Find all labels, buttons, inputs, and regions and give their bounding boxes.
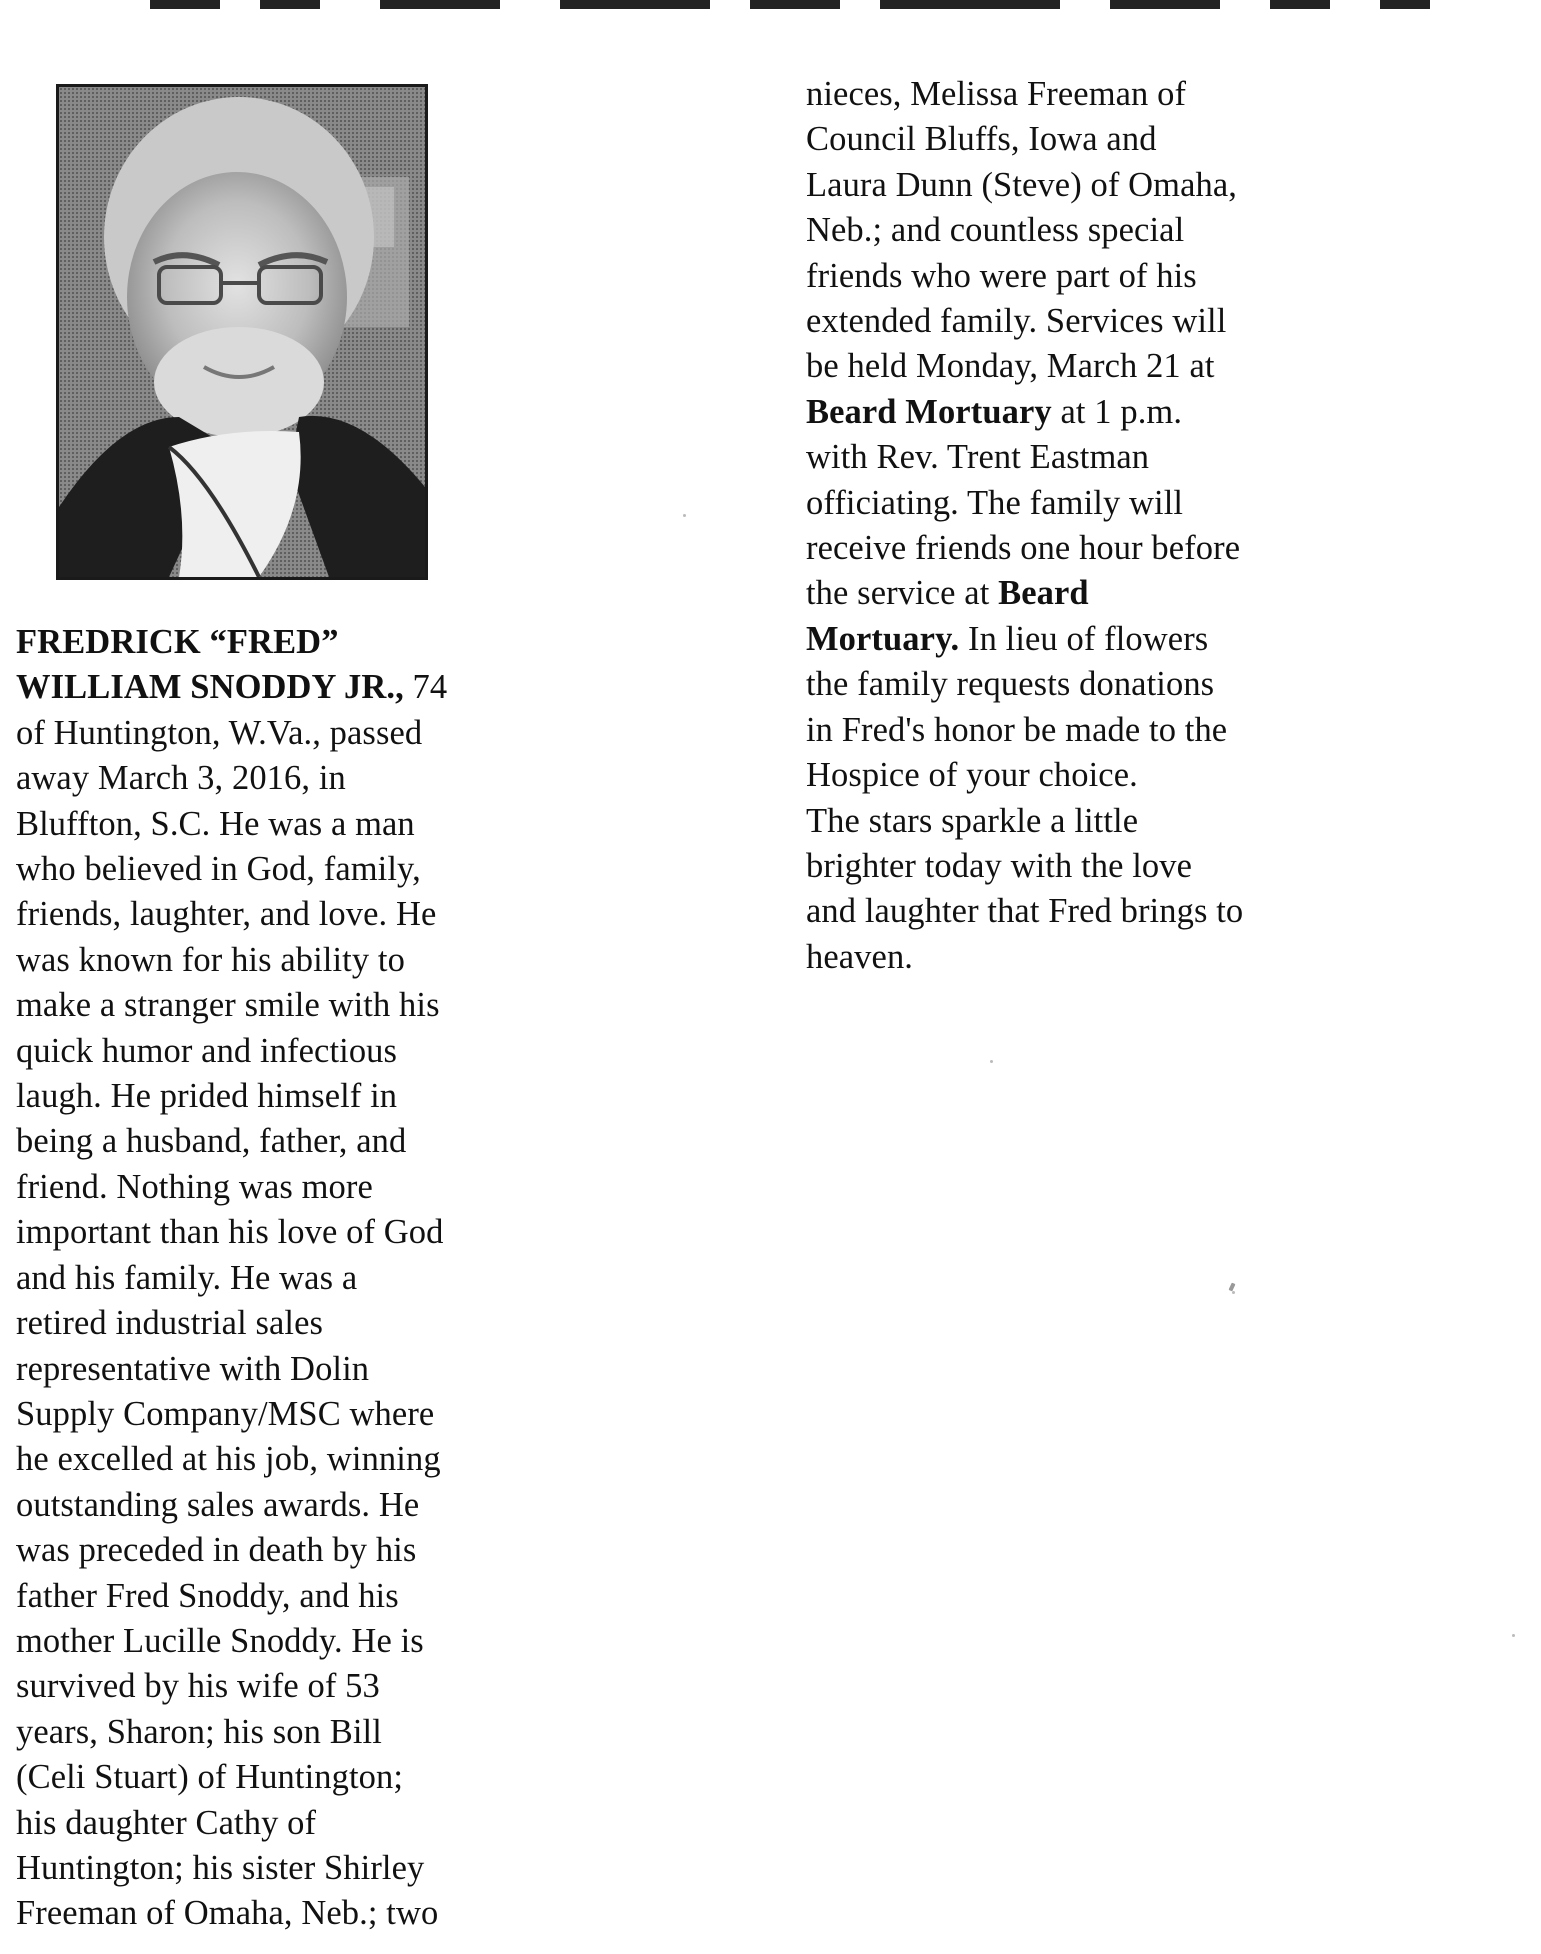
text-line: Neb.; and countless special bbox=[806, 211, 1185, 250]
scan-speck bbox=[1232, 1291, 1235, 1294]
obituary-name-line-1 bbox=[16, 620, 536, 665]
scan-speck bbox=[683, 514, 686, 517]
text-line: quick humor and infectious bbox=[16, 1031, 398, 1070]
text-line: was known for his ability to bbox=[16, 940, 405, 979]
obituary-right-column bbox=[806, 72, 1366, 980]
obituary-name-line-2 bbox=[16, 665, 536, 710]
text-line: friends who were part of his bbox=[806, 256, 1197, 295]
text-line: he excelled at his job, winning bbox=[16, 1440, 441, 1479]
text-line: survived by his wife of 53 bbox=[16, 1667, 380, 1706]
text-line: retired industrial sales bbox=[16, 1304, 324, 1343]
text-line: his daughter Cathy of bbox=[16, 1803, 317, 1842]
scan-speck bbox=[990, 1060, 993, 1063]
text-line: Hospice of your choice. bbox=[806, 756, 1138, 795]
text-line: Freeman of Omaha, Neb.; two bbox=[16, 1894, 439, 1933]
text-line: be held Monday, March 21 at bbox=[806, 347, 1215, 386]
text-line: nieces, Melissa Freeman of bbox=[806, 75, 1187, 113]
text-line: The stars sparkle a little bbox=[806, 801, 1139, 840]
obituary-right-body-a bbox=[806, 72, 1366, 390]
text-line: Council Bluffs, Iowa and bbox=[806, 120, 1157, 159]
text-line: Laura Dunn (Steve) of Omaha, bbox=[806, 165, 1238, 204]
portrait-photo-icon bbox=[59, 87, 425, 577]
text-line: Supply Company/MSC where bbox=[16, 1394, 435, 1433]
text-line: away March 3, 2016, in bbox=[16, 759, 346, 798]
obituary-name-first: FREDRICK “FRED” bbox=[16, 623, 339, 661]
mortuary-name-bold-2a: Beard bbox=[998, 574, 1089, 613]
text-line: extended family. Services will bbox=[806, 302, 1227, 341]
text-line: friend. Nothing was more bbox=[16, 1167, 373, 1206]
obituary-visitation-line bbox=[806, 571, 1366, 616]
text-line: receive friends one hour before bbox=[806, 529, 1241, 568]
text-line: the family requests donations bbox=[806, 665, 1215, 704]
text-line: heaven. bbox=[806, 937, 914, 976]
text-line: in Fred's honor be made to the bbox=[806, 710, 1228, 749]
text-line: mother Lucille Snoddy. He is bbox=[16, 1621, 424, 1660]
text-line: of Huntington, W.Va., passed bbox=[16, 713, 423, 752]
obituary-name-last: WILLIAM SNODDY JR., bbox=[16, 668, 404, 707]
obituary-left-column bbox=[16, 620, 536, 1937]
text-line: was preceded in death by his bbox=[16, 1531, 417, 1570]
text-line: being a husband, father, and bbox=[16, 1122, 407, 1161]
text-line: (Celi Stuart) of Huntington; bbox=[16, 1758, 404, 1797]
text-line: father Fred Snoddy, and his bbox=[16, 1576, 399, 1615]
portrait-photo bbox=[56, 84, 428, 580]
scan-speck bbox=[1228, 1283, 1235, 1292]
text-line: important than his love of God bbox=[16, 1213, 444, 1252]
text-line: officiating. The family will bbox=[806, 483, 1184, 522]
text-line: outstanding sales awards. He bbox=[16, 1485, 420, 1524]
text-line: and his family. He was a bbox=[16, 1258, 358, 1297]
text-line: and laughter that Fred brings to bbox=[806, 892, 1244, 931]
obituary-left-body bbox=[16, 711, 536, 1937]
text-line: who believed in God, family, bbox=[16, 850, 421, 889]
obituary-right-body-b bbox=[806, 435, 1366, 571]
text-line: representative with Dolin bbox=[16, 1349, 370, 1388]
obituary-flowers-line bbox=[806, 617, 1366, 662]
service-time: at 1 p.m. bbox=[1051, 392, 1183, 431]
text-line: Huntington; his sister Shirley bbox=[16, 1848, 425, 1887]
scan-speck bbox=[1512, 1634, 1515, 1637]
mortuary-name-bold: Beard Mortuary bbox=[806, 392, 1052, 431]
text-line: friends, laughter, and love. He bbox=[16, 895, 437, 934]
flowers-text: In lieu of flowers bbox=[959, 619, 1209, 658]
visitation-text: the service at bbox=[806, 574, 999, 613]
obituary-service-line bbox=[806, 390, 1366, 435]
text-line: Bluffton, S.C. He was a man bbox=[16, 804, 415, 843]
mortuary-name-bold-2b: Mortuary. bbox=[806, 619, 960, 658]
text-line: with Rev. Trent Eastman bbox=[806, 438, 1150, 477]
obituary-age: 74 bbox=[403, 668, 448, 707]
text-line: years, Sharon; his son Bill bbox=[16, 1712, 382, 1751]
text-line: laugh. He prided himself in bbox=[16, 1077, 398, 1116]
cropped-header-strip bbox=[150, 0, 1450, 12]
text-line: brighter today with the love bbox=[806, 846, 1193, 885]
text-line: make a stranger smile with his bbox=[16, 986, 440, 1025]
obituary-right-body-c bbox=[806, 662, 1366, 980]
